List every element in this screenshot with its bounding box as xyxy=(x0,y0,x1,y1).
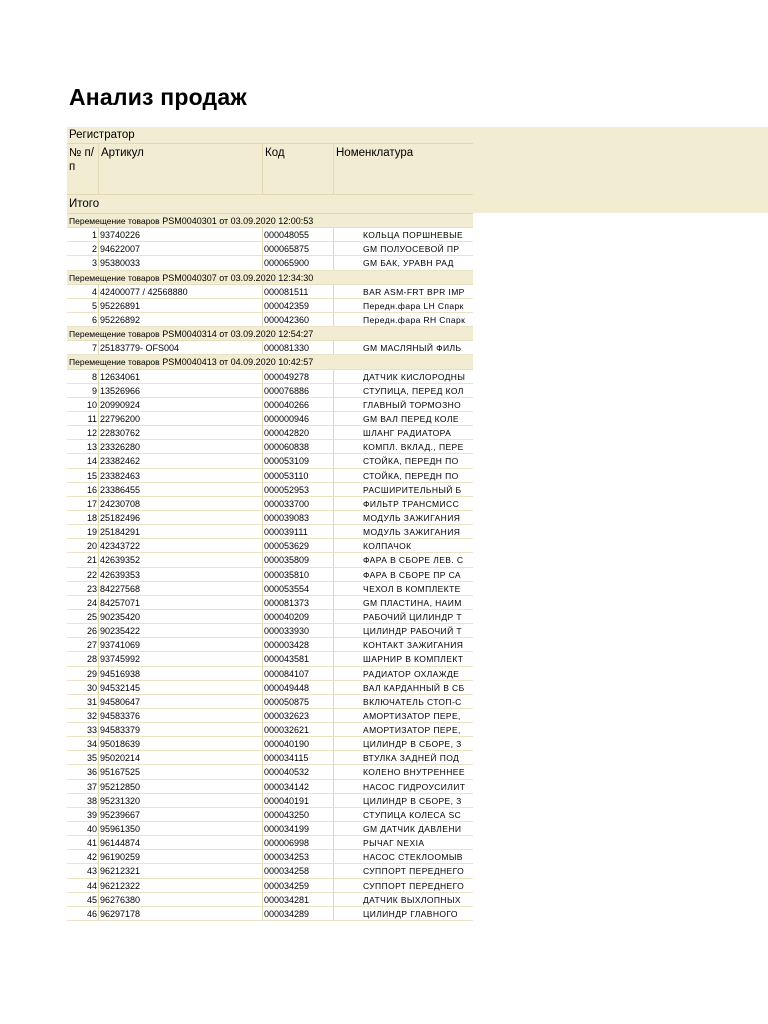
row-code: 000035810 xyxy=(263,568,334,581)
row-article: 23326280 xyxy=(99,440,263,453)
row-number: 37 xyxy=(67,780,99,793)
row-nomenclature: ФАРА В СБОРЕ ЛЕВ. С xyxy=(363,555,464,566)
column-headers xyxy=(67,144,473,195)
row-nomenclature: ДАТЧИК ВЫХЛОПНЫХ xyxy=(363,894,461,905)
row-number: 23 xyxy=(67,582,99,595)
row-number: 9 xyxy=(67,384,99,397)
row-number: 33 xyxy=(67,723,99,736)
row-number: 19 xyxy=(67,525,99,538)
table-row[interactable] xyxy=(67,751,473,765)
table-row[interactable] xyxy=(67,667,473,681)
row-code: 000033700 xyxy=(263,497,334,510)
group-document: PSM0040413 от 04.09.2020 10:42:57 xyxy=(162,357,314,368)
row-number: 40 xyxy=(67,822,99,835)
row-code: 000043250 xyxy=(263,808,334,821)
row-number: 14 xyxy=(67,454,99,467)
row-code: 000043581 xyxy=(263,652,334,665)
col-header-nomenclature: Номенклатура xyxy=(336,147,414,159)
row-nomenclature: Передн.фара RH Спарк xyxy=(363,314,466,325)
row-code: 000065875 xyxy=(263,242,334,255)
row-article: 93740226 xyxy=(99,228,263,241)
col-header-code: Код xyxy=(263,144,334,194)
row-number: 3 xyxy=(67,256,99,269)
row-code: 000034258 xyxy=(263,864,334,877)
table-body xyxy=(67,214,473,921)
row-code: 000042820 xyxy=(263,426,334,439)
row-number: 15 xyxy=(67,469,99,482)
row-article: 22796200 xyxy=(99,412,263,425)
table-row[interactable] xyxy=(67,893,473,907)
row-article: 95231320 xyxy=(99,794,263,807)
row-number: 31 xyxy=(67,695,99,708)
row-article: 95020214 xyxy=(99,751,263,764)
row-number: 22 xyxy=(67,568,99,581)
group-row[interactable] xyxy=(67,327,473,341)
row-code: 000033930 xyxy=(263,624,334,637)
table-row[interactable] xyxy=(67,850,473,864)
row-article: 90235420 xyxy=(99,610,263,623)
row-article: 42639353 xyxy=(99,568,263,581)
row-article: 95961350 xyxy=(99,822,263,835)
row-article: 94583379 xyxy=(99,723,263,736)
row-article: 23386455 xyxy=(99,483,263,496)
table-row[interactable] xyxy=(67,737,473,751)
row-number: 4 xyxy=(67,285,99,298)
row-article: 96276380 xyxy=(99,893,263,906)
row-nomenclature: ЦИЛИНДР РАБОЧИЙ Т xyxy=(363,626,462,637)
row-article: 22830762 xyxy=(99,426,263,439)
col-header-article: Артикул xyxy=(99,144,263,194)
table-row[interactable] xyxy=(67,624,473,638)
row-nomenclature: GM ПЛАСТИНА, НАИМ xyxy=(363,597,462,608)
row-nomenclature: ВАЛ КАРДАННЫЙ В СБ xyxy=(363,682,465,693)
row-article: 96144874 xyxy=(99,836,263,849)
table-row[interactable] xyxy=(67,553,473,567)
row-article: 96212322 xyxy=(99,879,263,892)
table-row[interactable] xyxy=(67,822,473,836)
table-row[interactable] xyxy=(67,794,473,808)
row-nomenclature: КОЛЕНО ВНУТРЕННЕЕ xyxy=(363,767,465,778)
row-code: 000034259 xyxy=(263,879,334,892)
row-article: 93741069 xyxy=(99,638,263,651)
row-code: 000034142 xyxy=(263,780,334,793)
row-number: 43 xyxy=(67,864,99,877)
row-number: 21 xyxy=(67,553,99,566)
row-nomenclature: КОЛПАЧОК xyxy=(363,541,412,552)
row-nomenclature: ЦИЛИНДР В СБОРЕ, З xyxy=(363,795,462,806)
row-nomenclature: GM ВАЛ ПЕРЕД КОЛЕ xyxy=(363,413,459,424)
row-article: 23382462 xyxy=(99,454,263,467)
table-row[interactable] xyxy=(67,638,473,652)
row-nomenclature: АМОРТИЗАТОР ПЕРЕ, xyxy=(363,710,461,721)
table-row[interactable] xyxy=(67,879,473,893)
row-number: 8 xyxy=(67,370,99,383)
table-row[interactable] xyxy=(67,907,473,921)
row-nomenclature: ВТУЛКА ЗАДНЕЙ ПОД xyxy=(363,753,460,764)
row-article: 96212321 xyxy=(99,864,263,877)
row-nomenclature: РАДИАТОР ОХЛАЖДЕ xyxy=(363,668,460,679)
row-code: 000081511 xyxy=(263,285,334,298)
row-nomenclature: ГЛАВНЫЙ ТОРМОЗНО xyxy=(363,399,462,410)
row-article: 94583376 xyxy=(99,709,263,722)
row-number: 42 xyxy=(67,850,99,863)
table-row[interactable] xyxy=(67,765,473,779)
row-code: 000040532 xyxy=(263,765,334,778)
table-row[interactable] xyxy=(67,652,473,666)
row-article: 94622007 xyxy=(99,242,263,255)
row-code: 000048055 xyxy=(263,228,334,241)
row-article: 96297178 xyxy=(99,907,263,920)
row-code: 000035809 xyxy=(263,553,334,566)
row-article: 84227568 xyxy=(99,582,263,595)
row-code: 000040191 xyxy=(263,794,334,807)
table-row[interactable] xyxy=(67,723,473,737)
row-code: 000032621 xyxy=(263,723,334,736)
row-article: 25184291 xyxy=(99,525,263,538)
row-article: 95167525 xyxy=(99,765,263,778)
table-row[interactable] xyxy=(67,695,473,709)
row-article: 95226892 xyxy=(99,313,263,326)
row-number: 29 xyxy=(67,667,99,680)
table-row[interactable] xyxy=(67,539,473,553)
row-nomenclature: РАБОЧИЙ ЦИЛИНДР Т xyxy=(363,611,462,622)
group-row[interactable] xyxy=(67,271,473,285)
row-code: 000034115 xyxy=(263,751,334,764)
table-row[interactable] xyxy=(67,228,473,242)
table-row[interactable] xyxy=(67,497,473,511)
row-nomenclature: АМОРТИЗАТОР ПЕРЕ, xyxy=(363,725,461,736)
row-nomenclature: НАСОС ГИДРОУСИЛИТ xyxy=(363,781,466,792)
row-nomenclature: GM ПОЛУОСЕВОЙ ПР xyxy=(363,244,460,255)
row-number: 17 xyxy=(67,497,99,510)
row-article: 95380033 xyxy=(99,256,263,269)
table-row[interactable] xyxy=(67,483,473,497)
row-code: 000076886 xyxy=(263,384,334,397)
row-article: 94516938 xyxy=(99,667,263,680)
table-header xyxy=(67,127,473,214)
row-nomenclature: ЦИЛИНДР ГЛАВНОГО xyxy=(363,908,458,919)
row-article: 23382463 xyxy=(99,469,263,482)
group-prefix: Перемещение товаров xyxy=(69,272,160,283)
table-row[interactable] xyxy=(67,525,473,539)
row-article: 24230708 xyxy=(99,497,263,510)
row-article: 42400077 / 42568880 xyxy=(99,285,263,298)
row-article: 42343722 xyxy=(99,539,263,552)
row-article: 95212850 xyxy=(99,780,263,793)
table-row[interactable] xyxy=(67,610,473,624)
group-document: PSM0040307 от 03.09.2020 12:34:30 xyxy=(162,272,314,283)
row-nomenclature: СТОЙКА, ПЕРЕДН ПО xyxy=(363,470,459,481)
table-row[interactable] xyxy=(67,313,473,327)
row-number: 11 xyxy=(67,412,99,425)
row-code: 000081330 xyxy=(263,341,334,354)
row-nomenclature: СТУПИЦА КОЛЕСА SC xyxy=(363,809,462,820)
header-background-extension xyxy=(473,127,768,213)
page-title: Анализ продаж xyxy=(69,84,247,110)
row-nomenclature: BAR ASM-FRT BPR IMP xyxy=(363,286,465,297)
row-number: 12 xyxy=(67,426,99,439)
row-code: 000052953 xyxy=(263,483,334,496)
row-number: 45 xyxy=(67,893,99,906)
row-number: 2 xyxy=(67,242,99,255)
row-number: 35 xyxy=(67,751,99,764)
table-row[interactable] xyxy=(67,808,473,822)
row-number: 28 xyxy=(67,652,99,665)
row-nomenclature: СТОЙКА, ПЕРЕДН ПО xyxy=(363,456,459,467)
row-number: 38 xyxy=(67,794,99,807)
row-nomenclature: ФИЛЬТР ТРАНСМИСС xyxy=(363,498,460,509)
row-number: 13 xyxy=(67,440,99,453)
table-row[interactable] xyxy=(67,384,473,398)
row-nomenclature: ШАРНИР В КОМПЛЕКТ xyxy=(363,654,464,665)
table-row[interactable] xyxy=(67,780,473,794)
row-code: 000081373 xyxy=(263,596,334,609)
row-nomenclature: GM БАК, УРАВН РАД xyxy=(363,258,454,269)
row-nomenclature: КОЛЬЦА ПОРШНЕВЫЕ xyxy=(363,230,464,241)
table-row[interactable] xyxy=(67,398,473,412)
row-code: 000053629 xyxy=(263,539,334,552)
row-nomenclature: ЦИЛИНДР В СБОРЕ, З xyxy=(363,739,462,750)
table-row[interactable] xyxy=(67,454,473,468)
row-code: 000040190 xyxy=(263,737,334,750)
total-row: Итого xyxy=(67,195,473,214)
row-nomenclature: ШЛАНГ РАДИАТОРА xyxy=(363,428,452,439)
table-row[interactable] xyxy=(67,412,473,426)
row-nomenclature: РЫЧАГ NEXIA xyxy=(363,838,425,849)
row-nomenclature: Передн.фара LH Спарк xyxy=(363,300,464,311)
row-number: 24 xyxy=(67,596,99,609)
group-prefix: Перемещение товаров xyxy=(69,357,160,368)
row-code: 000032623 xyxy=(263,709,334,722)
row-number: 44 xyxy=(67,879,99,892)
row-code: 000039083 xyxy=(263,511,334,524)
row-code: 000053109 xyxy=(263,454,334,467)
row-number: 26 xyxy=(67,624,99,637)
row-article: 12634061 xyxy=(99,370,263,383)
row-number: 30 xyxy=(67,681,99,694)
row-code: 000042359 xyxy=(263,299,334,312)
row-nomenclature: ЧЕХОЛ В КОМПЛЕКТЕ xyxy=(363,583,461,594)
row-nomenclature: МОДУЛЬ ЗАЖИГАНИЯ xyxy=(363,512,461,523)
row-article: 93745992 xyxy=(99,652,263,665)
row-nomenclature: РАСШИРИТЕЛЬНЫЙ Б xyxy=(363,484,462,495)
row-code: 000049448 xyxy=(263,681,334,694)
col-header-number: № п/п xyxy=(67,144,99,194)
table-row[interactable] xyxy=(67,469,473,483)
row-code: 000000946 xyxy=(263,412,334,425)
row-nomenclature: ВКЛЮЧАТЕЛЬ СТОП-С xyxy=(363,696,462,707)
table-row[interactable] xyxy=(67,864,473,878)
row-code: 000060838 xyxy=(263,440,334,453)
table-row[interactable] xyxy=(67,256,473,270)
row-code: 000053110 xyxy=(263,469,334,482)
row-code: 000049278 xyxy=(263,370,334,383)
group-document: PSM0040301 от 03.09.2020 12:00:53 xyxy=(162,216,314,226)
row-code: 000039111 xyxy=(263,525,334,538)
row-nomenclature: СУППОРТ ПЕРЕДНЕГО xyxy=(363,866,465,877)
group-document: PSM0040314 от 03.09.2020 12:54:27 xyxy=(162,329,314,340)
row-number: 18 xyxy=(67,511,99,524)
row-article: 13526966 xyxy=(99,384,263,397)
row-number: 7 xyxy=(67,341,99,354)
row-article: 42639352 xyxy=(99,553,263,566)
row-code: 000034289 xyxy=(263,907,334,920)
row-code: 000040209 xyxy=(263,610,334,623)
table-row[interactable] xyxy=(67,242,473,256)
row-number: 1 xyxy=(67,228,99,241)
row-number: 46 xyxy=(67,907,99,920)
table-row[interactable] xyxy=(67,596,473,610)
row-code: 000040266 xyxy=(263,398,334,411)
table-row[interactable] xyxy=(67,836,473,850)
row-code: 000034199 xyxy=(263,822,334,835)
row-article: 25183779- OFS004 xyxy=(99,341,263,354)
row-article: 20990924 xyxy=(99,398,263,411)
row-article: 94532145 xyxy=(99,681,263,694)
row-nomenclature: GM МАСЛЯНЫЙ ФИЛЬ xyxy=(363,343,462,354)
table-row[interactable] xyxy=(67,341,473,355)
row-code: 000065900 xyxy=(263,256,334,269)
row-article: 95226891 xyxy=(99,299,263,312)
row-nomenclature: СТУПИЦА, ПЕРЕД КОЛ xyxy=(363,385,464,396)
registrar-header: Регистратор xyxy=(67,127,473,144)
row-number: 5 xyxy=(67,299,99,312)
row-code: 000034253 xyxy=(263,850,334,863)
table-row[interactable] xyxy=(67,681,473,695)
table-row[interactable] xyxy=(67,299,473,313)
row-number: 10 xyxy=(67,398,99,411)
sales-report-table xyxy=(67,127,473,921)
table-row[interactable] xyxy=(67,370,473,384)
row-nomenclature: МОДУЛЬ ЗАЖИГАНИЯ xyxy=(363,527,461,538)
row-code: 000084107 xyxy=(263,667,334,680)
row-number: 20 xyxy=(67,539,99,552)
row-code: 000006998 xyxy=(263,836,334,849)
table-row[interactable] xyxy=(67,709,473,723)
row-nomenclature: КОНТАКТ ЗАЖИГАНИЯ xyxy=(363,640,464,651)
row-number: 6 xyxy=(67,313,99,326)
row-number: 34 xyxy=(67,737,99,750)
row-nomenclature: СУППОРТ ПЕРЕДНЕГО xyxy=(363,880,465,891)
table-row[interactable] xyxy=(67,426,473,440)
row-article: 94580647 xyxy=(99,695,263,708)
row-code: 000003428 xyxy=(263,638,334,651)
row-number: 39 xyxy=(67,808,99,821)
group-prefix: Перемещение товаров xyxy=(69,329,160,340)
row-number: 16 xyxy=(67,483,99,496)
row-article: 95018639 xyxy=(99,737,263,750)
row-nomenclature: КОМПЛ. ВКЛАД., ПЕРЕ xyxy=(363,442,464,453)
row-nomenclature: ФАРА В СБОРЕ ПР СА xyxy=(363,569,462,580)
row-code: 000050875 xyxy=(263,695,334,708)
row-number: 25 xyxy=(67,610,99,623)
row-number: 27 xyxy=(67,638,99,651)
row-code: 000042360 xyxy=(263,313,334,326)
table-row[interactable] xyxy=(67,582,473,596)
row-article: 95239667 xyxy=(99,808,263,821)
row-nomenclature: НАСОС СТЕКЛООМЫВ xyxy=(363,852,463,863)
table-row[interactable] xyxy=(67,440,473,454)
row-code: 000053554 xyxy=(263,582,334,595)
group-row[interactable] xyxy=(67,355,473,369)
row-number: 41 xyxy=(67,836,99,849)
group-row[interactable] xyxy=(67,214,473,228)
row-nomenclature: GM ДАТЧИК ДАВЛЕНИ xyxy=(363,824,462,835)
row-number: 32 xyxy=(67,709,99,722)
row-article: 96190259 xyxy=(99,850,263,863)
row-article: 90235422 xyxy=(99,624,263,637)
row-code: 000034281 xyxy=(263,893,334,906)
row-nomenclature: ДАТЧИК КИСЛОРОДНЫ xyxy=(363,371,466,382)
table-row[interactable] xyxy=(67,568,473,582)
table-row[interactable] xyxy=(67,511,473,525)
row-article: 84257071 xyxy=(99,596,263,609)
row-number: 36 xyxy=(67,765,99,778)
row-article: 25182496 xyxy=(99,511,263,524)
group-prefix: Перемещение товаров xyxy=(69,216,160,226)
table-row[interactable] xyxy=(67,285,473,299)
